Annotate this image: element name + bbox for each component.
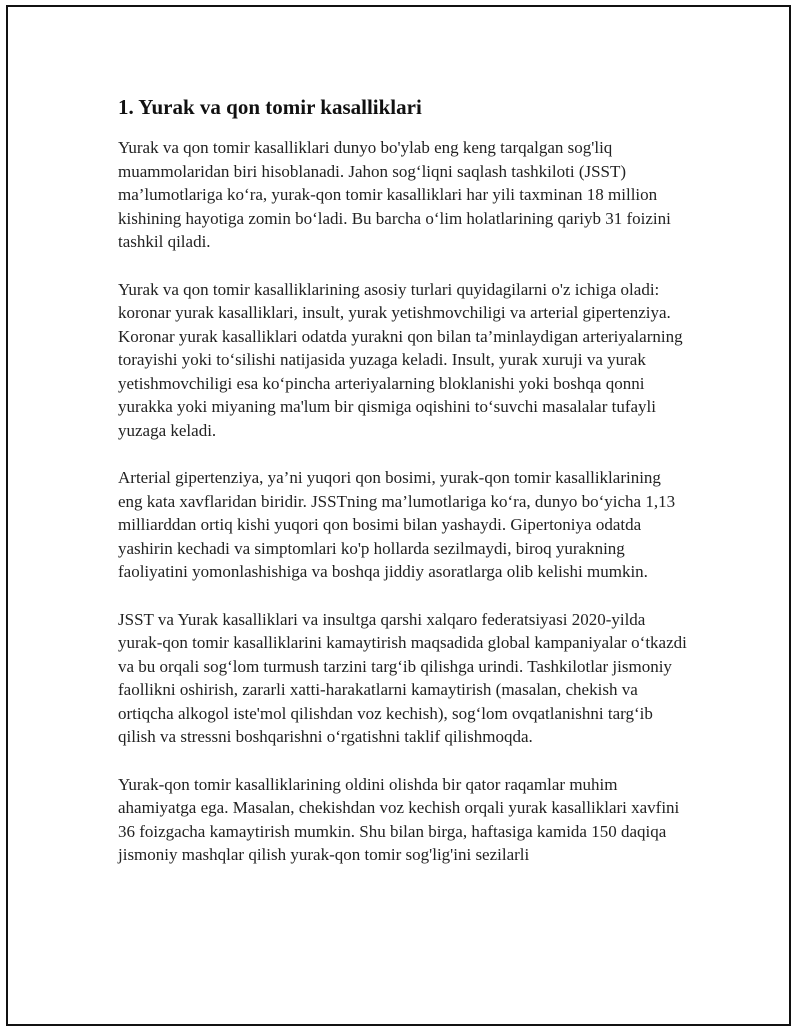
paragraph-hypertension: Arterial gipertenziya, ya’ni yuqori qon bosimi, yurak-qon tomir kasalliklarining eng kata xavflaridan biridir. JSSTning ma’lumotlariga ko‘ra, dunyo bo‘yicha 1,13 milliarddan ortiq kishi yuqori qon bosimi bilan yashaydi. Gipertoniya odatda yashirin kechadi va simptomlari ko'p hollarda sezilmaydi, biroq yurakning faoliyatini yomonlashishiga va boshqa jiddiy asoratlarga olib kelishi mumkin.	[118, 468, 676, 581]
paragraph-campaigns: JSST va Yurak kasalliklari va insultga qarshi xalqaro federatsiyasi 2020-yilda yurak-qon tomir kasalliklarini kamaytirish maqsadida global kampaniyalar o‘tkazdi va bu orqali sog‘lom turmush tarzini targ‘ib qilishga urindi. Tashkilotlar jismoniy faollikni oshirish, zararli xatti-harakatlarni kamaytirish (masalan, chekish va ortiqcha alkogol iste'mol qilishdan voz kechish), sog‘lom ovqatlanishni targ‘ib qilish va stressni boshqarishni o‘rgatishni taklif qilishmoqda.	[118, 609, 687, 746]
paragraph-prevention: Yurak-qon tomir kasalliklarining oldini olishda bir qator raqamlar muhim ahamiyatga ega. Masalan, chekishdan voz kechish orqali yurak kasalliklari xavfini 36 foizgacha kamaytirish mumkin. Shu bilan birga, haftasiga kamida 150 daqiqa jismoniy mashqlar qilish yurak-qon tomir sog'lig'ini sezilarli	[118, 774, 680, 864]
section-heading: 1. Yurak va qon tomir kasalliklari	[118, 95, 422, 119]
document-body	[118, 92, 688, 891]
paragraph-types: Yurak va qon tomir kasalliklarining asosiy turlari quyidagilarni o'z ichiga oladi: koronar yurak kasalliklari, insult, yurak yetishmovchiligi va arterial gipertenziya. Koronar yurak kasalliklari odatda yurakni qon bilan ta’minlaydigan arteriyalarning torayishi yoki to‘silishi natijasida yuzaga keladi. Insult, yurak xuruji va yurak yetishmovchiligi esa ko‘pincha arteriyalarning bloklanishi yoki boshqa qonni yurakka yoki miyaning ma'lum bir qismiga oqishini to‘suvchi masalalar tufayli yuzaga keladi.	[118, 279, 683, 440]
paragraph-intro: Yurak va qon tomir kasalliklari dunyo bo'ylab eng keng tarqalgan sog'liq muammolaridan biri hisoblanadi. Jahon sog‘liqni saqlash tashkiloti (JSST) ma’lumotlariga ko‘ra, yurak-qon tomir kasalliklari har yili taxminan 18 million kishining hayotiga zomin bo‘ladi. Bu barcha o‘lim holatlarining qariyb 31 foizini tashkil qiladi.	[118, 138, 671, 251]
